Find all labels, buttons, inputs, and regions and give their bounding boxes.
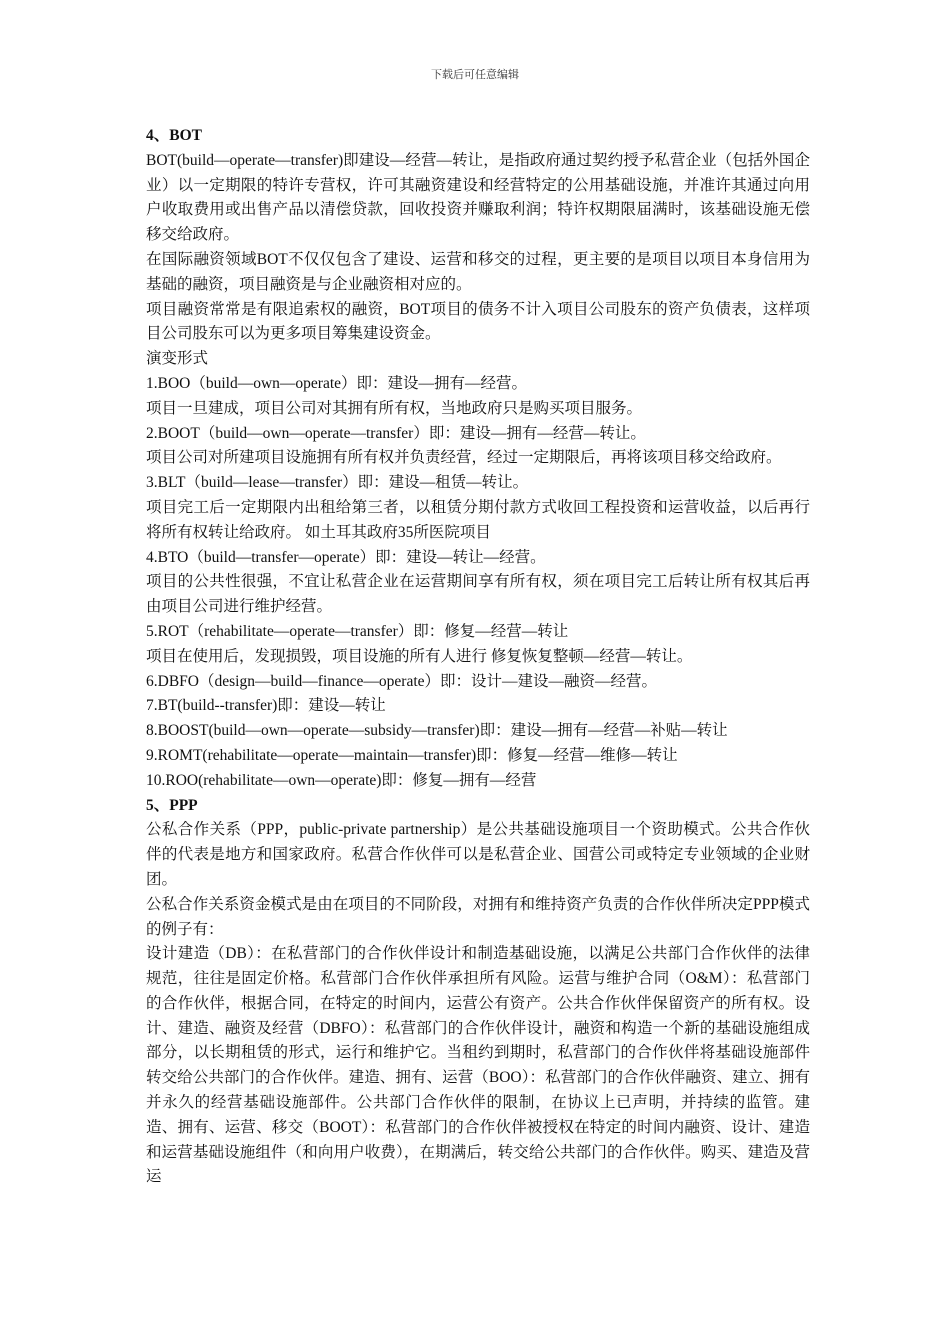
list-item: 项目公司对所建项目设施拥有所有权并负责经营，经过一定期限后，再将该项目移交给政府。	[146, 449, 782, 467]
paragraph: 设计建造（DB）：在私营部门的合作伙伴设计和制造基础设施，以满足公共部门合作伙伴的法律规范，往往是固定价格。私营部门合作伙伴承担所有风险。运营与维护合同（O&M）：私营部门的合作伙伴，根据合同，在特定的时间内，运营公有资产。公共合作伙伴保留资产的所有权。设计、建造、融资及经营（DBFO）：私营部门的合作伙伴设计，融资和构造一个新的基础设施组成部分，以长期租赁的形式，运行和维护它。当租约到期时，私营部门的合作伙伴将基础设施部件转交给公共部门的合作伙伴。建造、拥有、运营（BOO）：私营部门的合作伙伴融资、建立、拥有并永久的经营基础设施部件。公共部门合作伙伴的限制，在协议上已声明，并持续的监管。建造、拥有、运营、移交（BOOT）：私营部门的合作伙伴被授权在特定的时间内融资、设计、建造和运营基础设施组件（和向用户收费），在期满后，转交给公共部门的合作伙伴。购买、建造及营运	[146, 945, 810, 1186]
list-item: 7.BT(build--transfer)即：建设—转让	[146, 697, 386, 715]
list-item: 4.BTO（build—transfer—operate）即：建设—转让—经营。	[146, 548, 546, 566]
section-heading-ppp: 5、PPP	[146, 796, 198, 814]
paragraph: 在国际融资领域BOT不仅仅包含了建设、运营和移交的过程，更主要的是项目以项目本身信用为基础的融资，项目融资是与企业融资相对应的。	[146, 250, 810, 293]
list-item: 8.BOOST(build—own—operate—subsidy—transfer)即：建设—拥有—经营—补贴—转让	[146, 722, 728, 740]
list-item: 10.ROO(rehabilitate—own—operate)即：修复—拥有—经营	[146, 771, 537, 789]
list-item: 项目一旦建成，项目公司对其拥有所有权，当地政府只是购买项目服务。	[146, 399, 643, 417]
document-body	[146, 124, 810, 1190]
paragraph: BOT(build—operate—transfer)即建设—经营—转让，是指政府通过契约授予私营企业（包括外国企业）以一定期限的特许专营权，许可其融资建设和经营特定的公用基础设施，并准许其通过向用户收取费用或出售产品以清偿贷款，回收投资并赚取利润；特许权期限届满时，该基础设施无偿移交给政府。	[146, 151, 810, 244]
list-item: 3.BLT（build—lease—transfer）即：建设—租赁—转让。	[146, 474, 529, 492]
list-item: 项目在使用后，发现损毁，项目设施的所有人进行 修复恢复整顿—经营—转让。	[146, 647, 693, 665]
page-header: 下载后可任意编辑	[431, 69, 519, 81]
section-heading-bot: 4、BOT	[146, 127, 202, 144]
list-item: 5.ROT（rehabilitate—operate—transfer）即：修复—经营—转让	[146, 622, 569, 640]
paragraph: 公私合作关系资金模式是由在项目的不同阶段，对拥有和维持资产负责的合作伙伴所决定PPP模式的例子有：	[146, 895, 810, 938]
list-item: 项目的公共性很强，不宜让私营企业在运营期间享有所有权，须在项目完工后转让所有权其后再由项目公司进行维护经营。	[146, 573, 810, 616]
paragraph: 公私合作关系（PPP，public-private partnership）是公共基础设施项目一个资助模式。公共合作伙伴的代表是地方和国家政府。私营合作伙伴可以是私营企业、国营公司或特定专业领域的企业财团。	[146, 821, 810, 888]
list-item: 6.DBFO（design—build—finance—operate）即：设计—建设—融资—经营。	[146, 672, 658, 690]
list-item: 9.ROMT(rehabilitate—operate—maintain—transfer)即：修复—经营—维修—转让	[146, 746, 678, 764]
subheading-variants: 演变形式	[146, 350, 209, 368]
list-item: 2.BOOT（build—own—operate—transfer）即：建设—拥有—经营—转让。	[146, 424, 646, 442]
paragraph: 项目融资常常是有限追索权的融资，BOT项目的债务不计入项目公司股东的资产负债表，这样项目公司股东可以为更多项目筹集建设资金。	[146, 300, 810, 343]
list-item: 项目完工后一定期限内出租给第三者，以租赁分期付款方式收回工程投资和运营收益，以后再行将所有权转让给政府。 如土耳其政府35所医院项目	[146, 498, 810, 541]
list-item: 1.BOO（build—own—operate）即：建设—拥有—经营。	[146, 374, 528, 392]
